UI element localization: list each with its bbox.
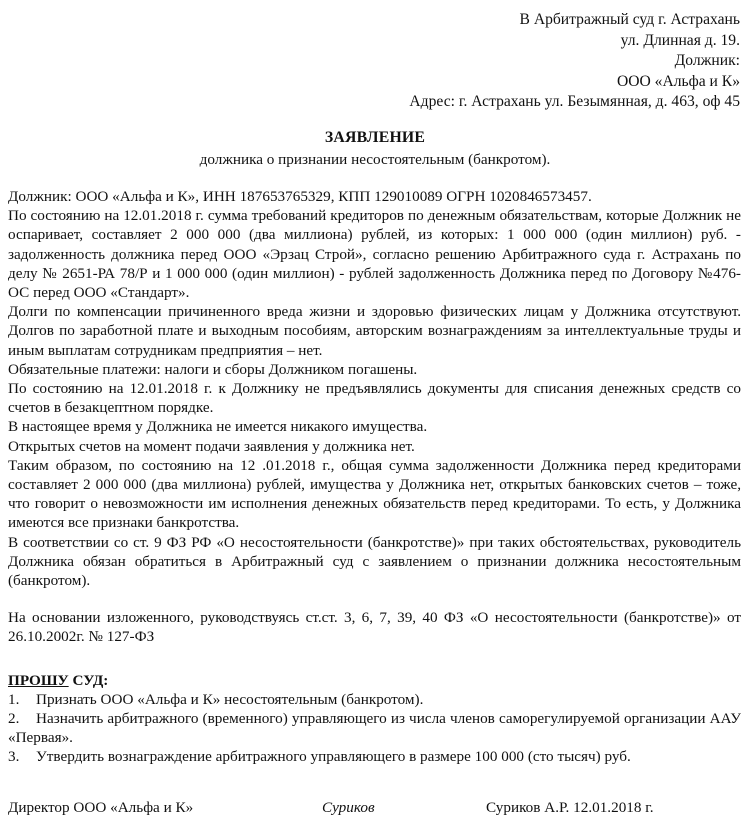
property-paragraph: В настоящее время у Должника не имеется никакого имущества. — [8, 418, 428, 436]
court-name: В Арбитражный суд г. Астрахань — [519, 11, 740, 28]
request-list — [8, 690, 741, 767]
list-item: 2. Назначить арбитражного (временного) управляющего из числа членов саморегулируемой организации ААУ «Первая». — [8, 710, 741, 747]
signatory-position: Директор ООО «Альфа и К» — [8, 799, 194, 816]
addressee-block — [409, 10, 740, 113]
list-item: 3. Утвердить вознаграждение арбитражного управляющего в размере 100 000 (сто тысяч) руб. — [8, 748, 631, 766]
debtor-name: ООО «Альфа и К» — [617, 72, 740, 90]
debtor-details-paragraph: Должник: ООО «Альфа и К», ИНН 187653765329, КПП 129010089 ОГРН 1020846573457. — [8, 188, 592, 205]
summary-paragraph: Таким образом, по состоянию на 12 .01.2018 г., общая сумма задолженности Должника перед кредиторами составляет 2 000 000 (два миллиона) рублей, имущества у Должника нет, открытых банковских счетов – тоже, что говорит о невозможности им исполнения денежных обязательств перед кредиторами. То есть, у Должника имеются все признаки банкротства. — [8, 456, 741, 532]
request-heading: ПРОШУ СУД: — [8, 671, 109, 689]
document-body — [8, 187, 741, 767]
creditor-claims-paragraph: По состоянию на 12.01.2018 г. сумма требований кредиторов по денежным обязательствам, которые Должник не оспаривает, составляет 2 000 000 (два миллиона) рублей, из которых: 1 000 000 (один миллион) руб. - задолженность должника перед ООО «Эрзац Строй», согласно решению Арбитражного суда г. Астрахань по делу № 2651-РА 78/Р и 1 000 000 (один миллион) - рублей задолженность Должника перед по Договору №476-ОС перед ООО «Стандарт». — [8, 207, 741, 302]
document-subtitle: должника о признании несостоятельным (банкротом). — [199, 151, 551, 168]
court-address: ул. Длинная д. 19. — [620, 31, 740, 49]
signatory-name-date: Суриков А.Р. 12.01.2018 г. — [486, 799, 654, 816]
debtor-label: Должник: — [674, 52, 740, 70]
debtor-address: Адрес: г. Астрахань ул. Безымянная, д. 463, оф 45 — [409, 93, 740, 111]
taxes-paragraph: Обязательные платежи: налоги и сборы Должником погашены. — [8, 360, 418, 378]
handwritten-signature: Суриков — [322, 799, 375, 816]
law-reference-paragraph: На основании изложенного, руководствуясь ст.ст. 3, 6, 7, 39, 40 ФЗ «О несостоятельности (банкротстве)» от 26.10.2002г. № 127-ФЗ — [8, 609, 741, 646]
signature-line — [8, 798, 740, 818]
documents-paragraph: По состоянию на 12.01.2018 г. к Должнику не предъявлялись документы для списания денежных средств со счетов в безакцептном порядке. — [8, 380, 741, 417]
legal-basis-paragraph: В соответствии со ст. 9 ФЗ РФ «О несостоятельности (банкротстве)» при таких обстоятельствах, руководитель Должника обязан обратиться в Арбитражный суд с заявлением о признании должника несостоятельным (банкротом). — [8, 533, 741, 590]
compensation-debts-paragraph: Долги по компенсации причиненного вреда жизни и здоровью физических лицам у Должника отсутствуют. Долгов по заработной плате и выходным пособиям, авторским вознаграждениям за интеллектуальные труды и иным выплатам сотрудникам предприятия – нет. — [8, 303, 741, 359]
document-title: ЗАЯВЛЕНИЕ — [324, 129, 426, 146]
list-item: 1. Признать ООО «Альфа и К» несостоятельным (банкротом). — [8, 690, 424, 708]
accounts-paragraph: Открытых счетов на момент подачи заявления у должника нет. — [8, 437, 415, 455]
